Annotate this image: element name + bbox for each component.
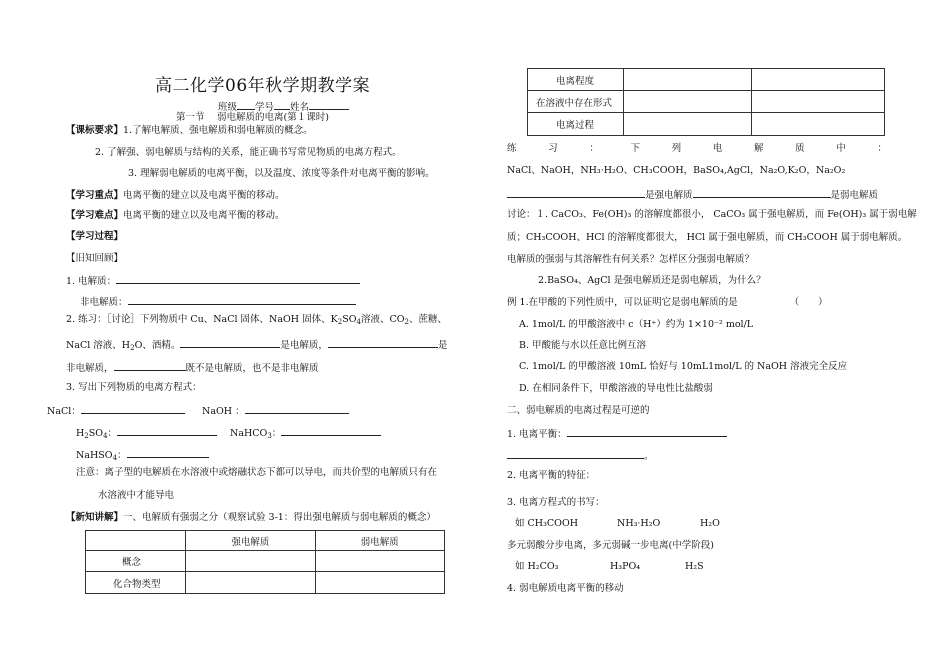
table-header-weak: 弱电解质 <box>315 531 444 551</box>
exercise-2-line-3: 非电解质， 既不是电解质，也不是非电解质 <box>66 363 319 374</box>
table-cell[interactable] <box>752 69 885 91</box>
option-c: C. 1mol/L 的甲酸溶液 10mL 恰好与 10mL1mol/L 的 NaOH 溶液完全反应 <box>519 361 848 372</box>
option-b: B. 甲酸能与水以任意比例互溶 <box>519 340 647 351</box>
exercise-3-title: 3. 写出下列物质的电离方程式： <box>66 382 202 393</box>
requirements: 【课标要求】1.了解电解质、强电解质和弱电解质的概念。 <box>66 125 313 136</box>
table-cell[interactable] <box>315 551 444 572</box>
table-cell[interactable] <box>315 572 444 594</box>
table-row-label: 在溶液中存在形式 <box>528 91 624 113</box>
key-points: 【学习重点】电离平衡的建立以及电离平衡的移动。 <box>66 190 285 201</box>
example-1: 例 1.在甲酸的下列性质中，可以证明它是弱电解质的是 （ ） <box>507 297 828 308</box>
section-heading: 第一节 弱电解质的电离(第１课时) <box>176 112 329 123</box>
discussion-3: 电解质的强弱与其溶解性有何关系？怎样区分强弱电解质？ <box>507 254 755 265</box>
table-row-label: 化合物类型 <box>86 572 186 594</box>
discussion-4: 2.BaSO₄、AgCl 是强电解质还是弱电解质，为什么？ <box>538 275 766 286</box>
example-h2co3: 如 H₂CO₃ <box>515 561 559 572</box>
equilibrium-shift: 4. 弱电解质电离平衡的移动 <box>507 583 624 594</box>
table-header-strong: 强电解质 <box>186 531 315 551</box>
review-label: 【旧知回顾】 <box>66 253 124 264</box>
table-cell[interactable] <box>186 572 315 594</box>
table-cell[interactable] <box>624 113 752 136</box>
option-a: A. 1mol/L 的甲酸溶液中 c（H⁺）约为 1×10⁻² mol/L <box>519 319 754 330</box>
discussion-1: 讨论：１. CaCO₃、Fe(OH)₃ 的溶解度都很小， CaCO₃ 属于强电解质，而 Fe(OH)₃ 属于弱电解 <box>507 209 917 220</box>
naoh-equation: NaOH ： <box>202 404 349 418</box>
table-cell[interactable] <box>624 69 752 91</box>
example-ch3cooh: 如 CH₃COOH <box>515 518 579 529</box>
electrolyte-comparison-table-continued <box>527 68 885 136</box>
strong-weak-blanks: 是强电解质 是弱电解质 <box>507 188 878 202</box>
exercise-2-line-1: 2. 练习：［讨论］下列物质中 Cu、NaCl 固体、NaOH 固体、$K_2SO_4$溶液、$CO_2$、蔗糖、 <box>66 314 447 326</box>
nahco3-equation: NaHCO$_3$： <box>230 426 381 440</box>
example-nh3h2o: NH₃·H₂O <box>617 518 661 529</box>
exercise-substances: NaCl、NaOH，NH₃·H₂O、CH₃COOH，BaSO₄,AgCl，Na₂O,K₂O，Na₂O₂ <box>507 165 846 176</box>
ionization-equilibrium-cont: 。 <box>507 449 654 463</box>
nahso4-equation: NaHSO$_4$： <box>76 448 209 462</box>
ionization-equilibrium: 1. 电离平衡： <box>507 427 727 441</box>
non-electrolyte-definition: 非电解质： <box>80 295 356 309</box>
discussion-2: 质；CH₃COOH、HCl 的溶解度都很大， HCl 属于强电解质，而 CH₃COOH 属于弱电解质。 <box>507 232 908 243</box>
example-h2o: H₂O <box>700 518 720 529</box>
nacl-equation: NaCl： <box>47 404 185 418</box>
new-knowledge: 【新知讲解】一、电解质有强弱之分（观察试验 3-1：得出强电解质与弱电解质的概念） <box>66 512 436 523</box>
example-h2s: H₂S <box>685 561 704 572</box>
table-cell[interactable] <box>752 91 885 113</box>
difficult-points: 【学习难点】电离平衡的建立以及电离平衡的移动。 <box>66 210 285 221</box>
electrolyte-definition: 1. 电解质： <box>66 274 360 288</box>
learning-process-label: 【学习过程】 <box>66 231 124 242</box>
table-row-label: 电离过程 <box>528 113 624 136</box>
equation-writing: 3. 电离方程式的书写： <box>507 497 605 508</box>
requirement-3: 3. 理解弱电解质的电离平衡，以及温度、浓度等条件对电离平衡的影响。 <box>128 168 435 179</box>
electrolyte-comparison-table <box>85 530 445 594</box>
table-cell[interactable] <box>752 113 885 136</box>
table-row-label: 概念 <box>86 551 186 572</box>
table-row-label: 电离程度 <box>528 69 624 91</box>
multi-step-note: 多元弱酸分步电离，多元弱碱一步电离(中学阶段) <box>507 540 714 551</box>
table-cell[interactable] <box>624 91 752 113</box>
page-title: 高二化学06年秋学期教学案 <box>155 76 371 96</box>
equilibrium-features: 2. 电离平衡的特征： <box>507 470 596 481</box>
requirement-2: 2. 了解强、弱电解质与结构的关系，能正确书写常见物质的电离方程式。 <box>95 147 402 158</box>
h2so4-equation: $H_2SO_4$： <box>76 426 217 440</box>
table-cell[interactable] <box>186 551 315 572</box>
option-d: D. 在相同条件下，甲酸溶液的导电性比盐酸弱 <box>519 383 713 394</box>
example-h3po4: H₃PO₄ <box>610 561 641 572</box>
exercise-heading: 练 习 ： 下 列 电 解 质 中 ： <box>507 143 887 154</box>
note-line-2: 水溶液中才能导电 <box>98 490 175 501</box>
table-header-cell <box>86 531 186 551</box>
note-line-1: 注意：离子型的电解质在水溶液中或熔融状态下都可以导电，而共价型的电解质只有在 <box>76 467 438 478</box>
section-2-heading: 二、弱电解质的电离过程是可逆的 <box>507 405 650 416</box>
exercise-2-line-2: NaCl 溶液、$H_2O$、酒精。 是电解质， 是 <box>66 340 448 352</box>
class-info-line: 班级 学号 姓名 <box>218 100 349 114</box>
